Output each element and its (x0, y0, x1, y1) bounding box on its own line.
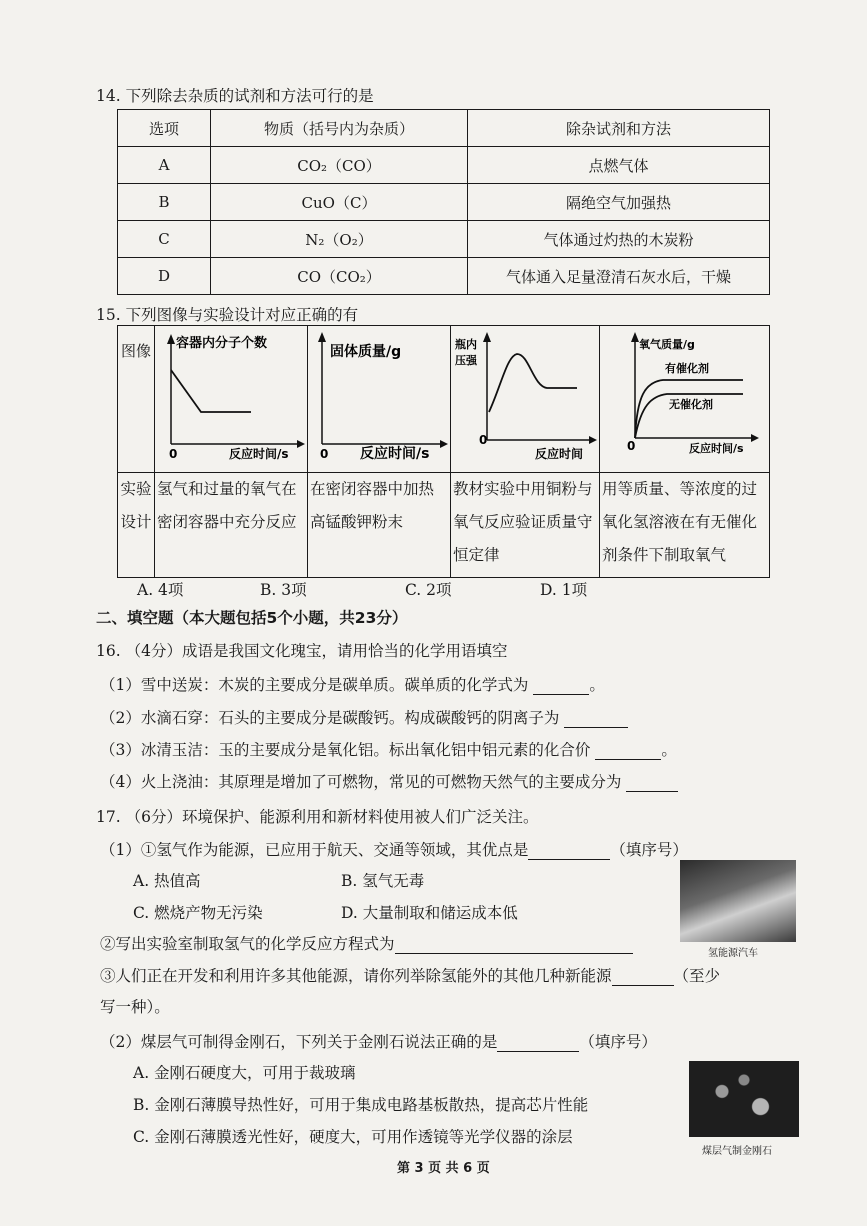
graph2-xlabel: 反应时间/s (360, 446, 430, 462)
q17-q2-opt-c: C. 金刚石薄膜透光性好，硬度大，可用作透镜等光学仪器的涂层 (133, 1128, 573, 1146)
section-title: 二、填空题（本大题包括5个小题，共23分） (96, 609, 408, 627)
q17-opt-a: A. 热值高 (133, 872, 201, 890)
q16-item-2: （2）水滴石穿：石头的主要成分是碳酸钙。构成碳酸钙的阴离子为 (100, 706, 628, 728)
option-a: A. 4项 (137, 581, 184, 599)
q17-q2: （2）煤层气可制得金刚石，下列关于金刚石说法正确的是 （填序号） (100, 1033, 657, 1051)
table-cell: 气体通入足量澄清石灰水后，干燥 (468, 258, 770, 295)
option-d: D. 1项 (540, 581, 588, 599)
table-header: 除杂试剂和方法 (468, 110, 770, 147)
design-3: 教材实验中用铜粉与氧气反应验证质量守恒定律 (451, 473, 600, 578)
table-header: 选项 (118, 110, 211, 147)
graph4-xlabel: 反应时间/s (688, 442, 744, 455)
graph-solid-mass (308, 326, 451, 473)
table-cell: CuO（C） (211, 184, 468, 221)
answer-blank[interactable] (626, 773, 678, 792)
graph-oxygen-mass (600, 326, 770, 473)
q16-item-1: （1）雪中送炭：木炭的主要成分是碳单质。碳单质的化学式为 。 (100, 676, 605, 694)
diamond-photo (689, 1061, 799, 1137)
q17-opt-d: D. 大量制取和储运成本低 (341, 904, 518, 922)
graph-bottle-pressure (451, 326, 600, 473)
table-cell: 气体通过灼热的木炭粉 (468, 221, 770, 258)
q15-stem: 15. 下列图像与实验设计对应正确的有 (96, 306, 359, 324)
graph3-xlabel: 反应时间 (535, 447, 584, 461)
design-1: 氢气和过量的氧气在密闭容器中充分反应 (155, 473, 308, 578)
svg-text:压强: 压强 (455, 354, 477, 367)
q16-stem: 16. （4分）成语是我国文化瑰宝，请用恰当的化学用语填空 (96, 642, 508, 660)
table-cell: N₂（O₂） (211, 221, 468, 258)
answer-blank[interactable] (595, 741, 661, 760)
row-label-image: 图像 (118, 326, 155, 473)
svg-text:0: 0 (626, 439, 635, 453)
design-2: 在密闭容器中加热高锰酸钾粉末 (308, 473, 451, 578)
answer-blank[interactable] (395, 935, 633, 954)
q17-q2-opt-b: B. 金刚石薄膜导热性好，可用于集成电路基板散热，提高芯片性能 (133, 1096, 589, 1114)
svg-text:0: 0 (320, 447, 329, 461)
page-footer: 第 3 页 共 6 页 (397, 1161, 490, 1176)
q17-opt-c: C. 燃烧产物无污染 (133, 904, 263, 922)
hydrogen-car-photo (680, 860, 796, 942)
table-row (118, 147, 770, 184)
q17-p3: ③人们正在开发和利用许多其他能源，请你列举除氢能外的其他几种新能源 （至少 (100, 967, 721, 985)
q17-p1: （1）①氢气作为能源，已应用于航天、交通等领域，其优点是 （填序号） (100, 841, 688, 859)
svg-text:0: 0 (169, 447, 178, 461)
answer-blank[interactable] (528, 841, 610, 860)
graph1-xlabel: 反应时间/s (229, 447, 289, 461)
svg-text:瓶内: 瓶内 (455, 338, 477, 351)
graph-molecule-count (155, 326, 308, 473)
q14-stem: 14. 下列除去杂质的试剂和方法可行的是 (96, 87, 374, 105)
table-cell: A (118, 147, 211, 184)
option-c: C. 2项 (405, 581, 452, 599)
photo2-caption: 煤层气制金刚石 (702, 1146, 772, 1157)
photo1-caption: 氢能源汽车 (708, 948, 758, 959)
table-cell: 点燃气体 (468, 147, 770, 184)
table-cell: B (118, 184, 211, 221)
svg-text:0: 0 (479, 433, 488, 447)
design-4: 用等质量、等浓度的过氧化氢溶液在有无催化剂条件下制取氧气 (600, 473, 770, 578)
table-row (118, 221, 770, 258)
answer-blank[interactable] (497, 1033, 579, 1052)
row-label-design: 实验设计 (118, 473, 155, 578)
q17-q2-opt-a: A. 金刚石硬度大，可用于裁玻璃 (133, 1064, 356, 1082)
svg-text:氧气质量/g: 氧气质量/g (638, 338, 695, 351)
svg-text:有催化剂: 有催化剂 (664, 362, 709, 375)
table-row (118, 258, 770, 295)
answer-blank[interactable] (612, 967, 674, 986)
answer-blank[interactable] (533, 676, 589, 695)
option-b: B. 3项 (260, 581, 307, 599)
table-cell: C (118, 221, 211, 258)
table-cell: CO₂（CO） (211, 147, 468, 184)
svg-text:无催化剂: 无催化剂 (668, 398, 713, 411)
table-row (118, 184, 770, 221)
table-cell: D (118, 258, 211, 295)
q17-stem: 17. （6分）环境保护、能源利用和新材料使用被人们广泛关注。 (96, 808, 539, 826)
q17-p3-cont: 写一种）。 (100, 998, 170, 1016)
q15-table (117, 325, 770, 578)
table-header: 物质（括号内为杂质） (211, 110, 468, 147)
q14-table (117, 109, 770, 295)
q17-p2: ②写出实验室制取氢气的化学反应方程式为 (100, 932, 633, 954)
q17-opt-b: B. 氢气无毒 (341, 872, 425, 890)
answer-blank[interactable] (564, 709, 628, 728)
table-cell: 隔绝空气加强热 (468, 184, 770, 221)
graph2-ylabel: 固体质量/g (330, 344, 402, 360)
table-cell: CO（CO₂） (211, 258, 468, 295)
graph1-ylabel: 容器内分子个数 (176, 336, 268, 351)
q16-item-4: （4）火上浇油：其原理是增加了可燃物，常见的可燃物天然气的主要成分为 (100, 770, 678, 792)
q16-item-3: （3）冰清玉洁：玉的主要成分是氧化铝。标出氧化铝中铝元素的化合价 。 (100, 741, 677, 759)
